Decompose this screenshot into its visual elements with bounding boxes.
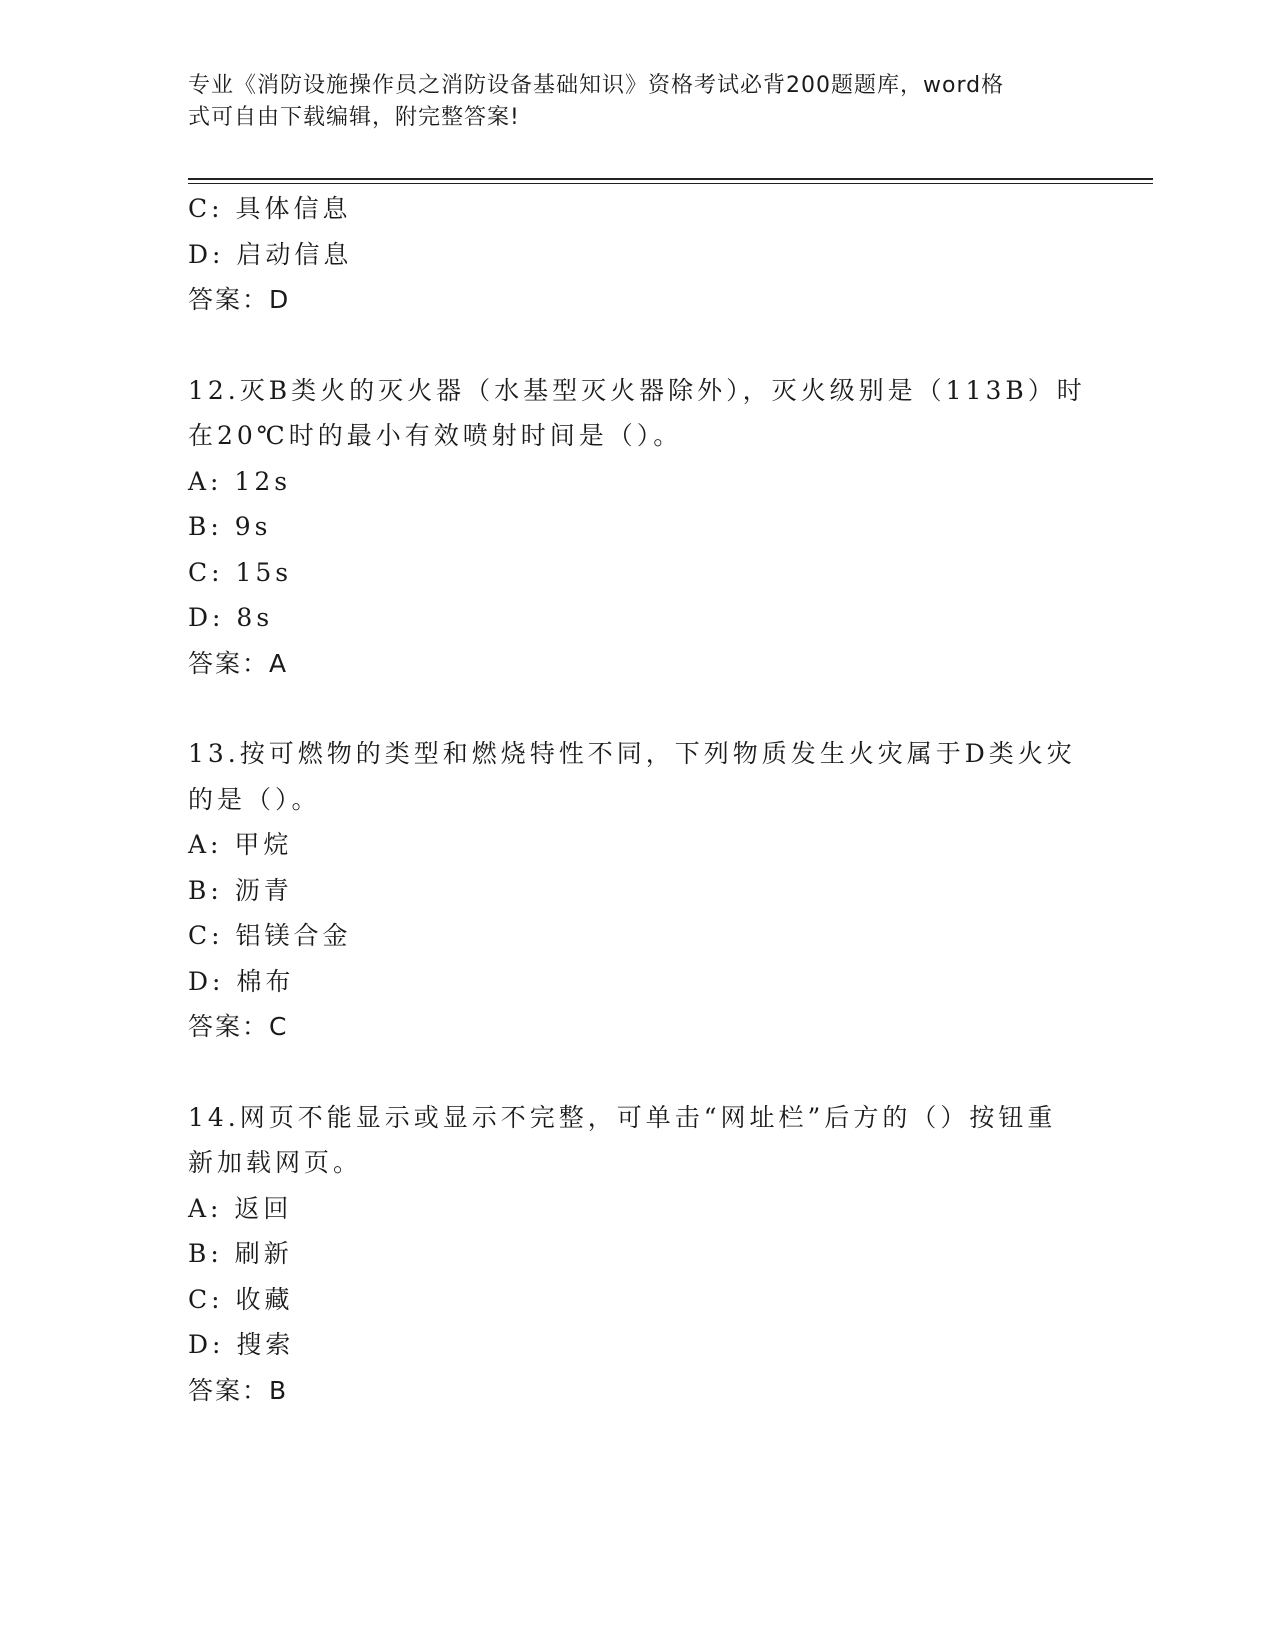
question-14 (188, 1095, 1088, 1414)
option-c: C: 具体信息 (188, 194, 352, 223)
header-divider (188, 178, 1153, 180)
header-divider-thin (188, 183, 1153, 184)
stem-line-1: 14.网页不能显示或显示不完整，可单击“网址栏”后方的（）按钮重 (188, 1102, 1057, 1132)
option-d: D: 启动信息 (188, 239, 353, 269)
header-line-2: 式可自由下载编辑，附完整答案! (188, 105, 520, 130)
header-line-1: 专业《消防设施操作员之消防设备基础知识》资格考试必背200题题库，word格 (188, 73, 1005, 98)
option-d: D: 棉布 (188, 966, 295, 996)
carryover-question (188, 186, 1088, 323)
stem-line-1: 13.按可燃物的类型和燃烧特性不同，下列物质发生火灾属于D类火灾 (188, 739, 1076, 768)
answer-line: 答案：D (188, 285, 291, 314)
answer-line: 答案：A (188, 648, 289, 678)
document-body (188, 186, 1088, 1413)
stem-line-2: 新加载网页。 (188, 1148, 363, 1177)
answer-line: 答案：B (188, 1375, 289, 1405)
stem-line-2: 在20℃时的最小有效喷射时间是（）。 (188, 421, 683, 450)
option-a: A: 12s (188, 466, 292, 496)
stem-line-2: 的是（）。 (188, 784, 321, 814)
option-d: D: 8s (188, 603, 274, 632)
question-stem (188, 1095, 1088, 1186)
question-13 (188, 731, 1088, 1050)
answer-line: 答案：C (188, 1012, 289, 1041)
option-b: B: 刷新 (188, 1239, 293, 1268)
document-header (188, 70, 1068, 134)
stem-line-1: 12.灭B类火的灭火器（水基型灭火器除外），灭火级别是（113B）时 (188, 375, 1086, 405)
option-a: A: 甲烷 (188, 830, 293, 859)
question-stem (188, 368, 1088, 459)
option-a: A: 返回 (188, 1193, 293, 1223)
option-d: D: 搜索 (188, 1330, 295, 1359)
option-b: B: 9s (188, 512, 272, 541)
option-c: C: 铝镁合金 (188, 921, 352, 950)
question-stem (188, 731, 1088, 822)
option-b: B: 沥青 (188, 875, 293, 905)
option-c: C: 15s (188, 557, 293, 587)
question-12 (188, 368, 1088, 687)
option-c: C: 收藏 (188, 1284, 294, 1314)
